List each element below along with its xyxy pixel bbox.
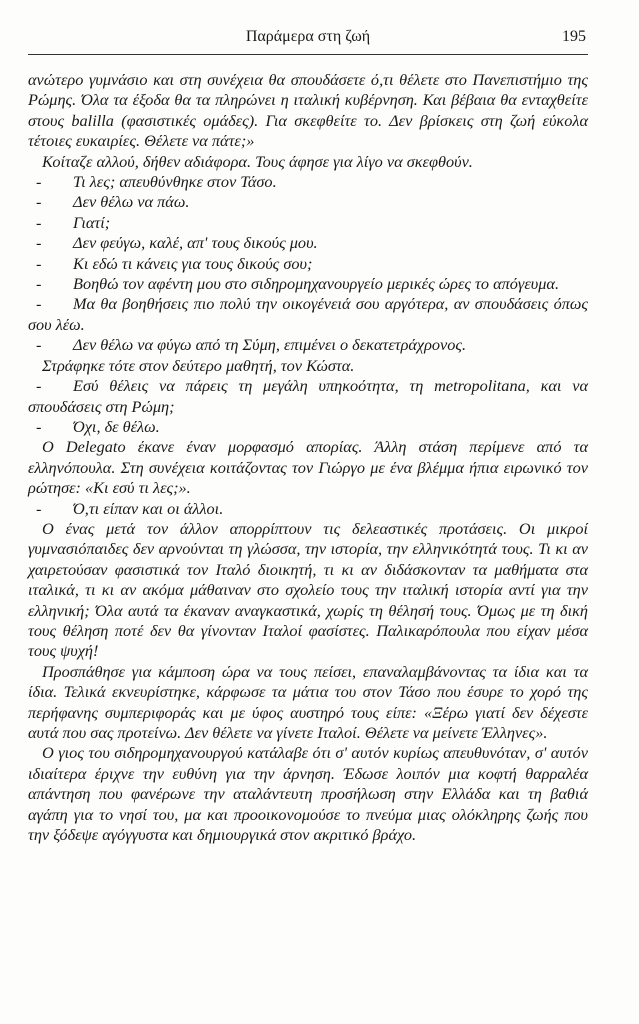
dialogue-dash: - — [36, 172, 42, 192]
dialogue-line — [28, 192, 588, 212]
dialogue-dash: - — [36, 274, 42, 294]
paragraph: Κοίταζε αλλού, δήθεν αδιάφορα. Τους άφησε για λίγο να σκεφθούν. — [42, 151, 473, 171]
dialogue-dash: - — [36, 376, 42, 396]
dialogue-text: Δεν θέλω να φύγω από τη Σύμη, επιμένει ο δεκατετράχρονος. — [73, 335, 467, 355]
dialogue-text: Βοηθώ τον αφέντη μου στο σιδηρομηχανουργείο μερικές ώρες το απόγευμα. — [73, 274, 560, 294]
running-header — [28, 24, 588, 55]
dialogue-line — [28, 376, 588, 417]
dialogue-line — [28, 335, 588, 355]
dialogue-text: Γιατί; — [73, 212, 111, 232]
body-text — [28, 70, 588, 845]
dialogue-dash: - — [36, 192, 42, 212]
paragraph: Ο ένας μετά τον άλλον απορρίπτουν τις δελεαστικές προτάσεις. Οι μικροί γυμνασιόπαιδες δεν αρνούνται τη γλώσσα, την ιστορία, την ελληνικότητά τους. Τι κι αν χαιρετούσαν φασιστικά τον Ιταλό διοικητή, τι κι αν διδάσκονταν τα μαθήματα στα ιταλικά, τι κι αν ακόμα μάθαιναν στο σχολείο τους την ιταλική ιστορία αντί για την ελληνική; Όλα αυτά τα έκαναν αναγκαστικά, χωρίς τη θέλησή τους. Όμως με τη δική τους θέληση ποτέ δεν θα γίνονταν Ιταλοί φασίστες. Παλικαρόπουλα που είχαν μέσα τους ψυχή! — [28, 518, 588, 661]
dialogue-line — [28, 417, 588, 437]
dialogue-line — [28, 213, 588, 233]
dialogue-line — [28, 294, 588, 335]
dialogue-dash: - — [36, 253, 42, 273]
dialogue-text: Εσύ θέλεις να πάρεις τη μεγάλη υπηκοότητα, τη metropolitana, και να σπουδάσεις στη Ρώμη; — [28, 376, 588, 416]
dialogue-dash: - — [36, 498, 42, 518]
dialogue-line — [28, 499, 588, 519]
dialogue-text: Μα θα βοηθήσεις πιο πολύ την οικογένειά σου αργότερα, αν σπουδάσεις όπως σου λέω. — [28, 294, 588, 334]
dialogue-text: Ό,τι είπαν και οι άλλοι. — [73, 498, 224, 518]
dialogue-line — [28, 254, 588, 274]
dialogue-text: Κι εδώ τι κάνεις για τους δικούς σου; — [73, 253, 313, 273]
paragraph: Προσπάθησε για κάμποση ώρα να τους πείσει, επαναλαμβάνοντας τα ίδια και τα ίδια. Τελικά εκνευρίστηκε, κάρφωσε τα μάτια του στον Τάσο που έσυρε το χορό της περήφανης συμπεριφοράς και με ύφος αυστηρό τους είπε: «Ξέρω γιατί δεν δέχεστε αυτά που σας προτείνω. Δεν θέλετε να γίνετε Ιταλοί. Θέλετε να μείνετε Έλληνες». — [28, 661, 588, 742]
dialogue-line — [28, 172, 588, 192]
dialogue-line — [28, 233, 588, 253]
dialogue-text: Όχι, δε θέλω. — [73, 416, 160, 436]
running-title: Παράμερα στη ζωή — [245, 28, 371, 45]
paragraph: Ο γιος του σιδηρομηχανουργού κατάλαβε ότι σ' αυτόν κυρίως απευθυνόταν, σ' αυτόν ιδιαίτερα έριχνε την ευθύνη για την άρνηση. Έδωσε λοιπόν μια κοφτή θαρραλέα απάντηση που φανέρωνε την αταλάντευτη προσήλωση στην Ελλάδα και τη βαθιά αγάπη για το νησί του, μα και προοικονομούσε το πνεύμα μιας ολόκληρης ζωής που την ξόδεψε αγόγγυστα και δημιουργικά στον ακριτικό βράχο. — [28, 743, 588, 845]
page-number: 195 — [562, 28, 586, 45]
continued-paragraph: ανώτερο γυμνάσιο και στη συνέχεια θα σπουδάσετε ό,τι θέλετε στο Πανεπιστήμιο της Ρώμης. Όλα τα έξοδα θα τα πληρώνει η ιταλική κυβέρνηση. Και βέβαια θα ενταχθείτε στους balilla (φασιστικές ομάδες). Για σκεφθείτε το. Δεν βρίσκεις στη ζωή εύκολα τέτοιες ευκαιρίες. Θέλετε να πάτε;» — [28, 70, 588, 151]
dialogue-dash: - — [36, 416, 42, 436]
dialogue-text: Τι λες; απευθύνθηκε στον Τάσο. — [73, 172, 277, 192]
dialogue-dash: - — [36, 233, 42, 253]
dialogue-dash: - — [36, 294, 42, 314]
dialogue-dash: - — [36, 335, 42, 355]
dialogue-line — [28, 274, 588, 294]
paragraph: Στράφηκε τότε στον δεύτερο μαθητή, τον Κώστα. — [42, 355, 355, 375]
paragraph: Ο Delegato έκανε έναν μορφασμό απορίας. Άλλη στάση περίμενε από τα ελληνόπουλα. Στη συνέχεια κοιτάζοντας τον Γιώργο με ένα βλέμμα ήπια ειρωνικό τον ρώτησε: «Κι εσύ τι λες;». — [28, 437, 588, 498]
dialogue-dash: - — [36, 212, 42, 232]
dialogue-text: Δεν φεύγω, καλέ, απ' τους δικούς μου. — [73, 233, 318, 253]
dialogue-text: Δεν θέλω να πάω. — [73, 192, 190, 212]
